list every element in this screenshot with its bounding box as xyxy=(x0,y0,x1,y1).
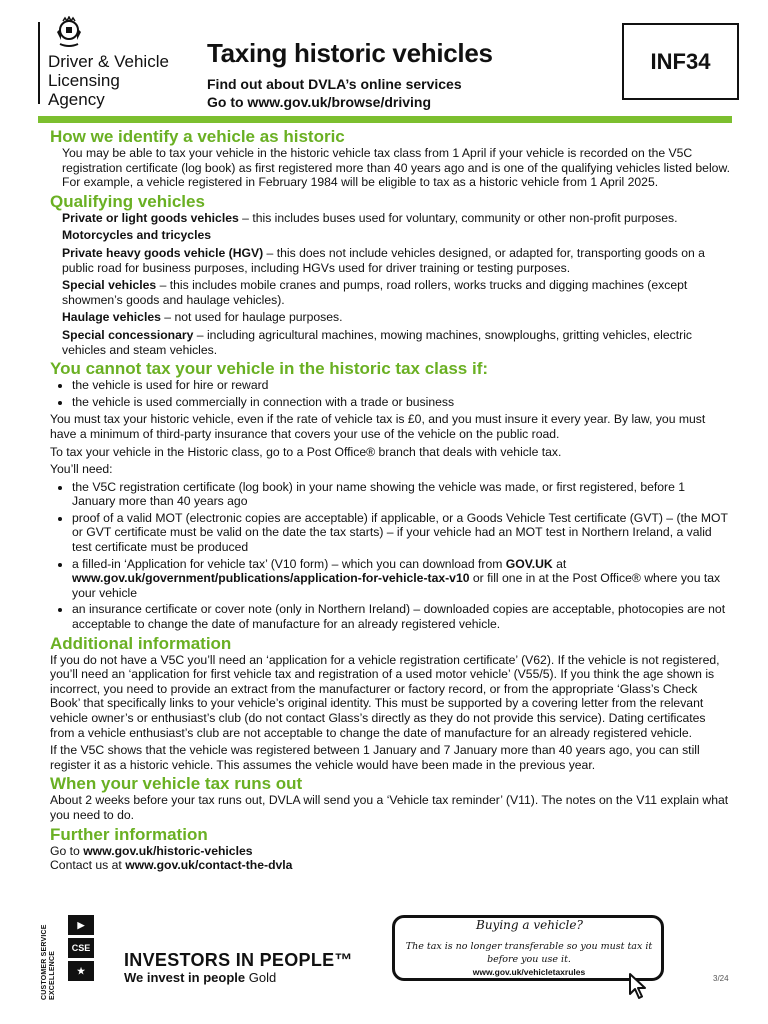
contact-dvla-link[interactable]: www.gov.uk/contact-the-dvla xyxy=(125,858,293,873)
callout-body: The tax is no longer transferable so you must tax it before you use it. xyxy=(405,941,653,965)
further-line1-pre: Go to xyxy=(50,843,84,858)
document-title: Taxing historic vehicles xyxy=(207,38,493,68)
qualifying-term: Private heavy goods vehicle (HGV) xyxy=(62,245,264,260)
qualifying-desc: – including agricultural machines, mowing machines, snowploughs, gritting vehicles, electric vehicles and steam vehicles. xyxy=(62,327,692,357)
historic-vehicles-link[interactable]: www.gov.uk/historic-vehicles xyxy=(83,843,253,858)
cse-vertical-text xyxy=(40,915,56,1000)
qualifying-item xyxy=(50,228,730,243)
insure-paragraph: You must tax your historic vehicle, even if the rate of vehicle tax is £0, and you must insure it every year. By law, you must have a minimum of third-party insurance that covers your use of the vehicle on the public road. xyxy=(50,412,706,441)
need-3-mid: at xyxy=(552,556,567,571)
mouse-pointer-icon xyxy=(628,972,650,1000)
form-code-box xyxy=(622,23,739,100)
play-icon: ▶ xyxy=(68,915,94,935)
need-3-pre: a filled-in ‘Application for vehicle tax’ (V10 form) – which you can download from xyxy=(72,556,506,571)
cannot-list xyxy=(50,378,730,409)
qualifying-item xyxy=(50,211,730,226)
iip-tag-pre: We invest in people xyxy=(124,970,246,985)
need-list xyxy=(50,480,730,632)
qualifying-term: Special concessionary xyxy=(62,327,194,342)
qualifying-term: Special vehicles xyxy=(62,278,157,293)
list-item: • proof of a valid MOT (electronic copies are acceptable) if applicable, or a Goods Vehicle Test certificate (GVT) – (the MOT or GVT certificate must be valid on the date the tax starts) – if your vehicle had an MOT test in Northern Ireland, a valid test certificate must be produced xyxy=(72,511,730,555)
qualifying-item xyxy=(50,310,730,325)
investors-in-people-tagline xyxy=(124,970,276,985)
qualifying-desc: – this includes buses used for voluntary, community or other non-profit purposes. xyxy=(238,210,678,225)
callout-title: Buying a vehicle? xyxy=(476,918,583,932)
cse-text: CUSTOMER SERVICE EXCELLENCE xyxy=(41,924,56,1000)
header-divider-line xyxy=(38,22,40,104)
org-name-line3: Agency xyxy=(48,90,105,109)
iip-tag-level: Gold xyxy=(248,970,277,985)
star-icon: ★ xyxy=(68,961,94,981)
runs-out-text: About 2 weeks before your tax runs out, DVLA will send you a ‘Vehicle tax reminder’ (V11). The notes on the V11 explain what you need to do. xyxy=(50,793,729,822)
cse-logo xyxy=(56,915,98,987)
identify-text: You may be able to tax your vehicle in the historic vehicle tax class from 1 April if your vehicle is recorded on the V5C registration certificate (log book) as first registered more than 40 years ago and is one of the qualifying vehicles listed below. For example, a vehicle registered in February 1984 will be eligible to tax as a historic vehicle from 1 April 2025. xyxy=(62,146,730,190)
list-item: • the vehicle is used commercially in connection with a trade or business xyxy=(72,395,730,410)
heading-identify: How we identify a vehicle as historic xyxy=(50,127,345,146)
heading-cannot: You cannot tax your vehicle in the historic tax class if: xyxy=(50,359,489,379)
list-item xyxy=(72,557,730,601)
govuk-link[interactable]: GOV.UK xyxy=(505,556,553,571)
org-name-line1: Driver & Vehicle xyxy=(48,52,169,71)
qualifying-item xyxy=(50,328,730,357)
further-line2-pre: Contact us at xyxy=(50,858,126,873)
form-code: INF34 xyxy=(650,48,711,74)
vehicle-tax-rules-link[interactable]: www.gov.uk/vehicletaxrules xyxy=(472,967,586,977)
qualifying-desc: – not used for haulage purposes. xyxy=(160,310,343,325)
additional-paragraph: If the V5C shows that the vehicle was registered between 1 January and 7 January more than 40 years ago, you can still register it as a historic vehicle. This assumes the vehicle would have been made in the previous year. xyxy=(50,743,700,772)
qualifying-item xyxy=(50,278,730,307)
additional-paragraph: If you do not have a V5C you’ll need an ‘application for a vehicle registration certificate’ (V62). If the vehicle is not registered, you’ll need an ‘application for first vehicle tax and registration of a used motor vehicle’ (V55/5). If you think the age shown is incorrect, you need to provide an extract from the manufacturer or factory record, or from the appropriate ‘Glass’s Check Book’ that specifically links to your vehicle’s original identity. This must be supported by a covering letter from the relevant vehicle owner’s or enthusiast’s club (do not contact Glass’s directly as they do not provide this service). Dating certificates from a vehicle enthusiast’s club are not acceptable to change the date of manufacture for an already registered vehicle. xyxy=(50,652,720,740)
subtitle-line2: Go to www.gov.uk/browse/driving xyxy=(207,94,432,110)
heading-additional: Additional information xyxy=(50,633,232,653)
post-office-paragraph: To tax your vehicle in the Historic class, go to a Post Office® branch that deals with vehicle tax. xyxy=(50,444,562,459)
need-intro: You’ll need: xyxy=(50,462,113,477)
heading-further: Further information xyxy=(50,824,208,844)
cse-mark: CSE xyxy=(68,938,94,958)
v10-form-link[interactable]: www.gov.uk/government/publications/application-for-vehicle-tax-v10 xyxy=(72,571,470,586)
document-subtitle xyxy=(207,75,462,111)
qualifying-term: Haulage vehicles xyxy=(62,310,161,325)
org-name-line2: Licensing xyxy=(48,71,120,90)
qualifying-desc: – this does not include vehicles designed, or adapted for, transporting goods on a public road for business purposes, including HGVs used for driver training or testing purposes. xyxy=(62,245,705,275)
qualifying-desc: – this includes mobile cranes and pumps, road rollers, works trucks and digging machines (except showmen’s goods and haulage vehicles). xyxy=(62,278,688,307)
list-item: • an insurance certificate or cover note (only in Northern Ireland) – downloaded copies are acceptable, photocopies are not acceptable to change the date of manufacture for an already registered vehicle. xyxy=(72,602,730,631)
qualifying-term: Private or light goods vehicles xyxy=(62,210,239,225)
organisation-name xyxy=(48,52,198,109)
heading-runs-out: When your vehicle tax runs out xyxy=(50,774,303,794)
qualifying-item xyxy=(50,246,730,275)
list-item: • the vehicle is used for hire or reward xyxy=(72,378,730,393)
qualifying-term: Motorcycles and tricycles xyxy=(62,228,212,243)
header-green-bar xyxy=(38,116,732,123)
page-reference: 3/24 xyxy=(713,974,729,983)
list-item: • the V5C registration certificate (log book) in your name showing the vehicle was made, or first registered, before 1 January more than 40 years ago xyxy=(72,480,730,509)
royal-crest-icon xyxy=(52,16,86,50)
investors-in-people-logo: INVESTORS IN PEOPLE™ xyxy=(124,950,353,970)
further-line xyxy=(50,858,730,873)
document-body xyxy=(50,128,730,873)
heading-qualifying: Qualifying vehicles xyxy=(50,191,205,211)
subtitle-line1: Find out about DVLA’s online services xyxy=(207,76,462,92)
further-line xyxy=(50,844,730,859)
need-3-post: or fill one in at the Post Office® where you tax your vehicle xyxy=(72,571,721,600)
